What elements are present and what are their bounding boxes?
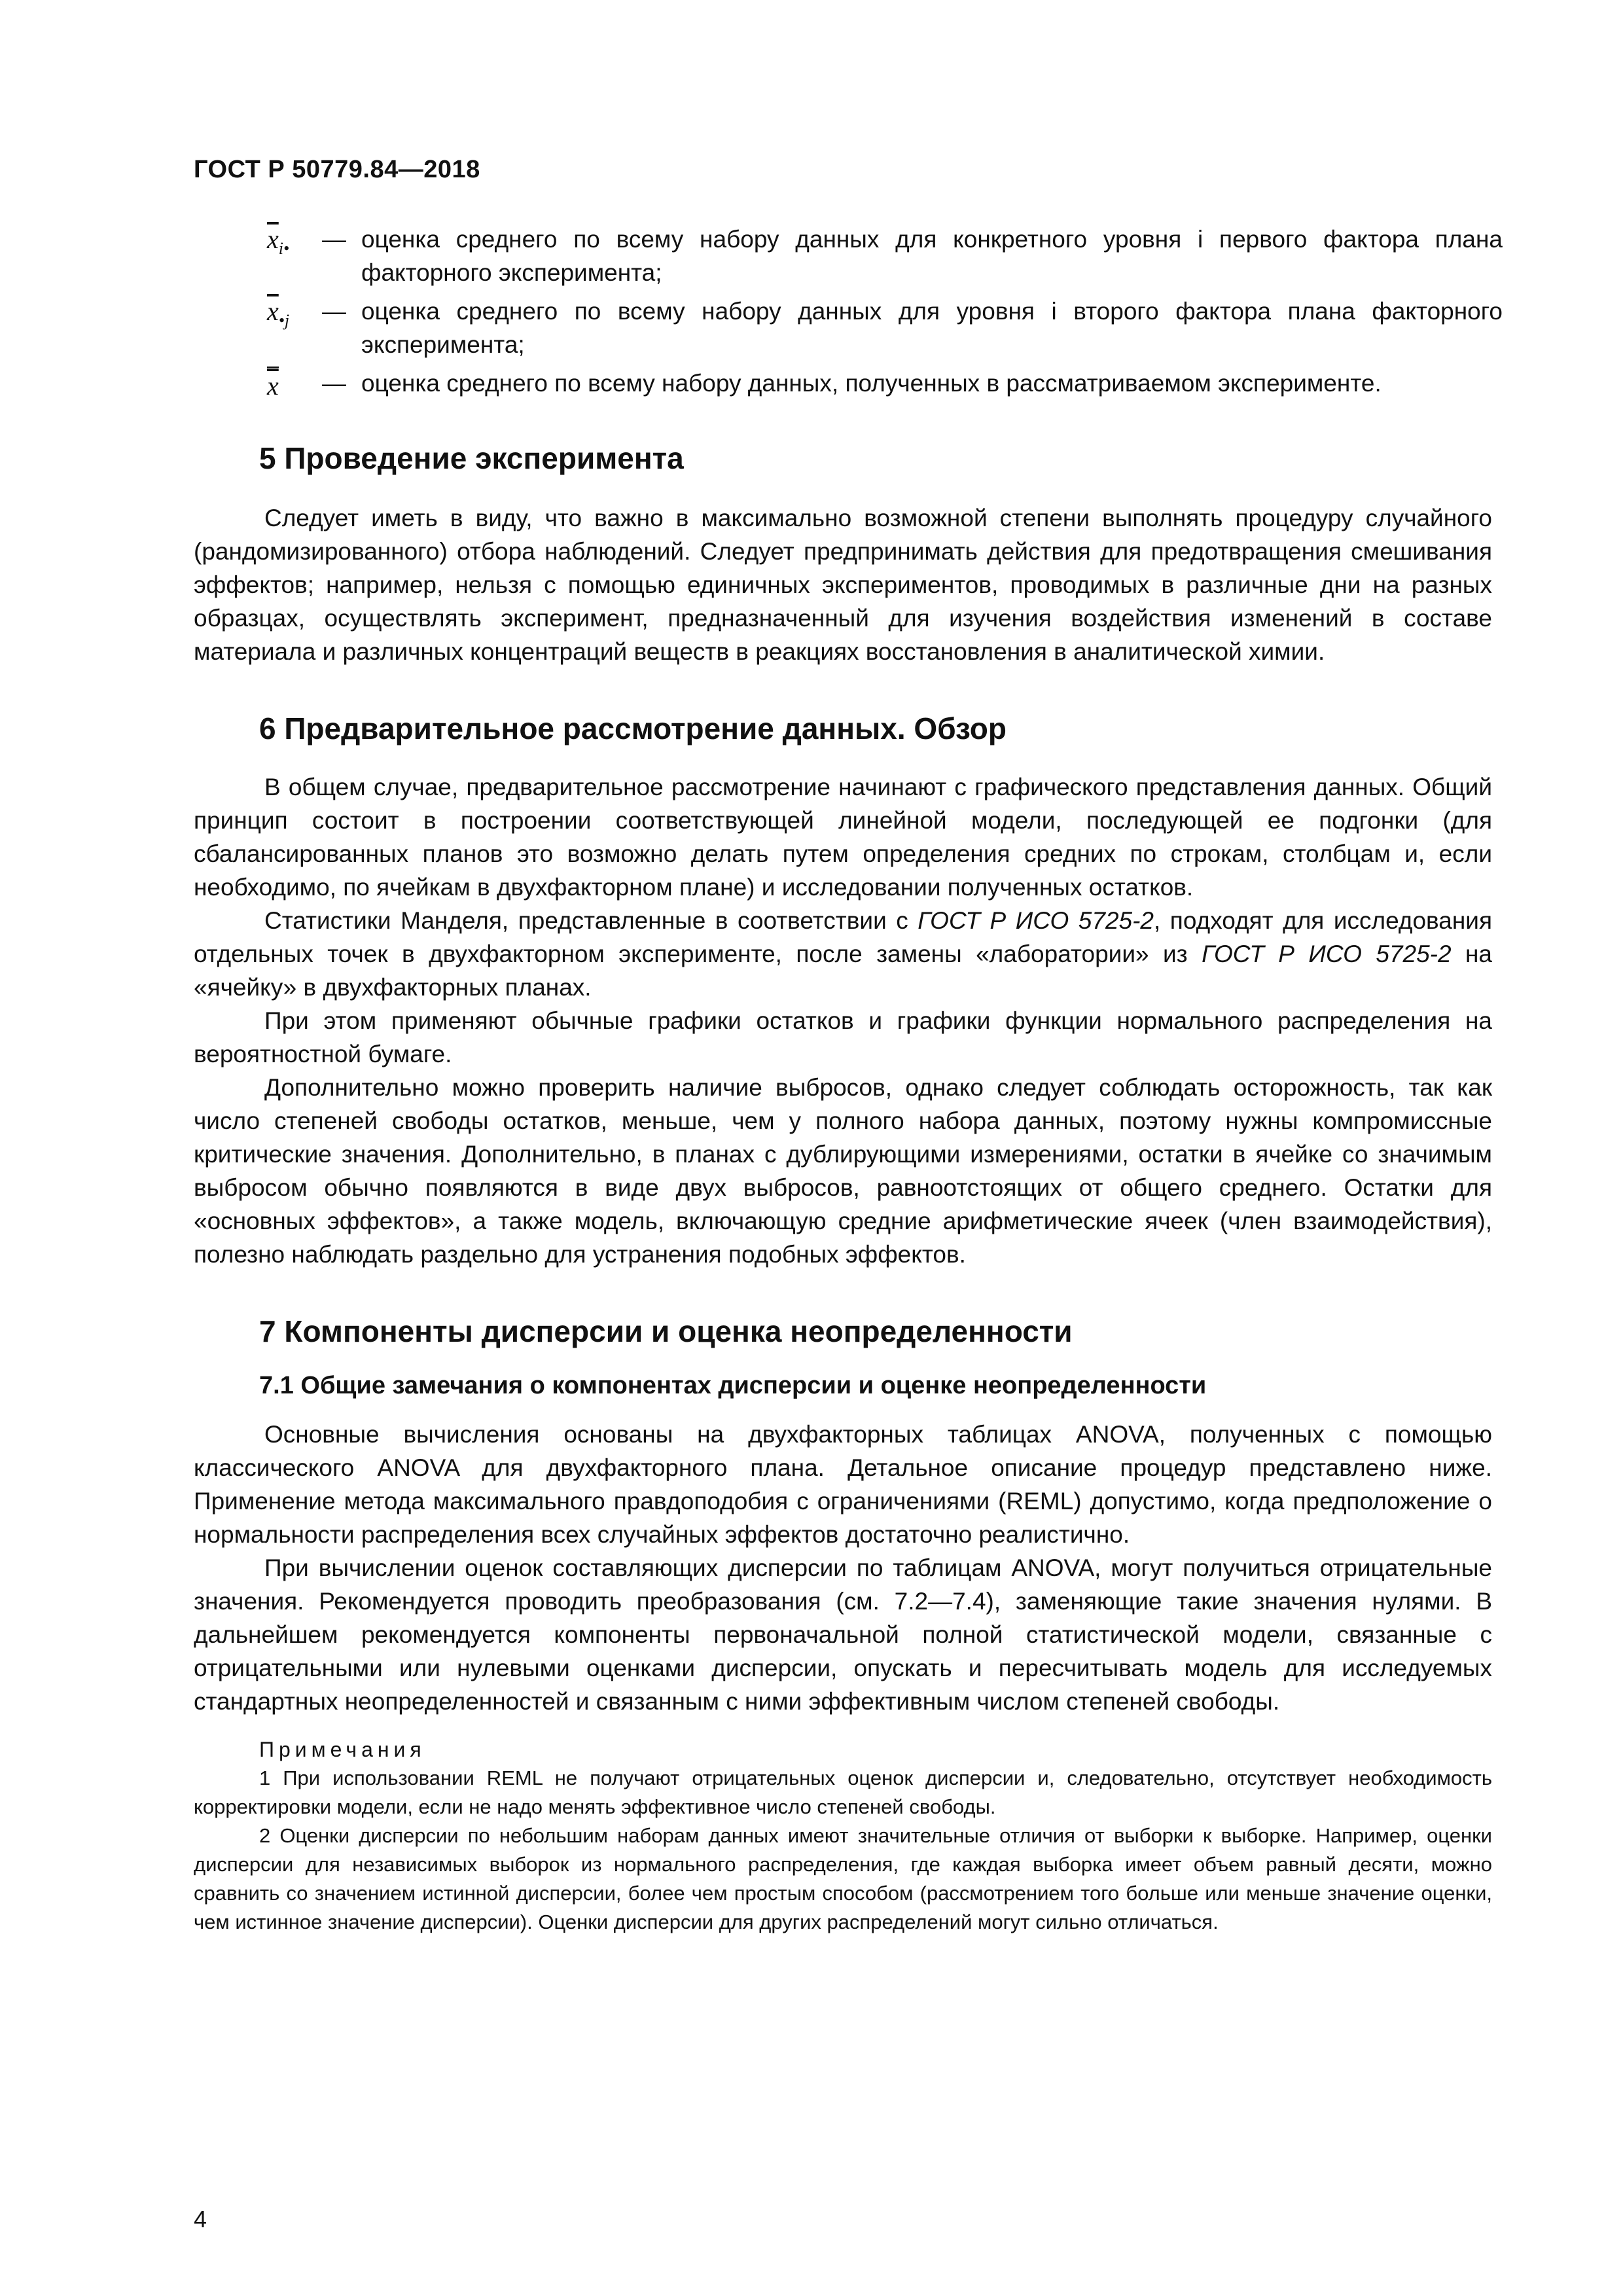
- section-7-heading: 7 Компоненты дисперсии и оценка неопределенности: [259, 1314, 1073, 1348]
- definition-item: $\overline{x}_{•j}$ — оценка среднего по всему набору данных для уровня i второго фактора плана факторного эксперимента;: [194, 295, 1503, 361]
- symbol-definitions: [194, 223, 1503, 405]
- symbol-x-i-dot: $\overline{x}_{i•}$: [267, 224, 290, 258]
- section-5-paragraph: Следует иметь в виду, что важно в максимально возможной степени выполнять процедуру случайного (рандомизированного) отбора наблюдений. Следует предпринимать действия для предотвращения смешивания эффектов; например, нельзя с помощью единичных экспериментов, проводимых в различные дни на разных образцах, осуществлять эксперимент, предназначенный для изучения воздействия изменений в составе материала и различных концентраций веществ в реакциях восстановления в аналитической химии.: [194, 505, 1492, 665]
- page-number: 4: [194, 2206, 207, 2233]
- note-2: 2 Оценки дисперсии по небольшим наборам данных имеют значительные отличия от выборки к выборке. Например, оценки дисперсии для независимых выборок из нормального распределения, где каждая выборка имеет объем равный десяти, можно сравнить со значением истинной дисперсии, более чем простым способом (рассмотрением того больше или меньше значение оценки, чем истинное значение дисперсии). Оценки дисперсии для других распределений могут сильно отличаться.: [194, 1824, 1492, 1933]
- definition-item: $\overline{x}$ — оценка среднего по всему набору данных, полученных в рассматриваемом эксперименте.: [194, 367, 1503, 400]
- notes-heading: Примечания: [259, 1738, 426, 1761]
- subsection-7-1-heading: 7.1 Общие замечания о компонентах дисперсии и оценке неопределенности: [259, 1372, 1207, 1399]
- section-7-paragraph-1: Основные вычисления основаны на двухфакторных таблицах ANOVA, полученных с помощью классического ANOVA для двухфакторного плана. Детальное описание процедур представлено ниже. Применение метода максимального правдоподобия с ограничениями (REML) допустимо, когда предположение о нормальности распределения всех случайных эффектов достаточно реалистично.: [194, 1421, 1492, 1548]
- section-6-paragraph-4: Дополнительно можно проверить наличие выбросов, однако следует соблюдать осторожность, так как число степеней свободы остатков, меньше, чем у полного набора данных, поэтому нужны компромиссные критические значения. Дополнительно, в планах с дублирующими измерениями, остатки в ячейке со значимым выбросом обычно появляются в виде двух выбросов, равноотстоящих от общего среднего. Остатки для «основных эффектов», а также модель, включающую средние арифметические ячеек (член взаимодействия), полезно наблюдать раздельно для устранения подобных эффектов.: [194, 1074, 1492, 1268]
- section-6-paragraph-2: Статистики Манделя, представленные в соответствии с ГОСТ Р ИСО 5725-2, подходят для исследования отдельных точек в двухфакторном эксперименте, после замены «лаборатории» из ГОСТ Р ИСО 5725-2 на «ячейку» в двухфакторных планах.: [194, 907, 1492, 1001]
- section-6-paragraph-1: В общем случае, предварительное рассмотрение начинают с графического представления данных. Общий принцип состоит в построении соответствующей линейной модели, последующей ее подгонки (для сбалансированных планов это возможно делать путем определения средних по строкам, столбцам и, если необходимо, по ячейкам в двухфакторном плане) и исследовании полученных остатков.: [194, 774, 1492, 901]
- document-body: [194, 432, 1492, 1937]
- document-header: ГОСТ Р 50779.84—2018: [194, 156, 480, 183]
- symbol-x-double-bar: $\overline{x}$: [267, 367, 319, 412]
- symbol-x-dot-j: $\overline{x}_{•j}$: [267, 296, 290, 330]
- note-1: 1 При использовании REML не получают отрицательных оценок дисперсии и, следовательно, отсутствует необходимость корректировки модели, если не надо менять эффективное число степеней свободы.: [194, 1767, 1492, 1818]
- section-6-paragraph-3: При этом применяют обычные графики остатков и графики функции нормального распределения на вероятностной бумаге.: [194, 1007, 1492, 1067]
- definition-text: оценка среднего по всему набору данных, полученных в рассматриваемом эксперименте.: [361, 370, 1382, 397]
- standard-reference: ГОСТ Р ИСО 5725-2: [1202, 941, 1452, 967]
- definition-item: $\overline{x}_{i•}$ — оценка среднего по всему набору данных для конкретного уровня i первого фактора плана факторного эксперимента;: [194, 223, 1503, 289]
- definition-text: оценка среднего по всему набору данных для уровня i второго фактора плана факторного эксперимента;: [361, 298, 1503, 358]
- section-7-paragraph-2: При вычислении оценок составляющих дисперсии по таблицам ANOVA, могут получиться отрицательные значения. Рекомендуется проводить преобразования (см. 7.2—7.4), заменяющие такие значения нулями. В дальнейшем рекомендуется компоненты первоначальной полной статистической модели, связанные с отрицательными или нулевыми оценками дисперсии, опускать и пересчитывать модель для исследуемых стандартных неопределенностей и связанным с ними эффективным числом степеней свободы.: [194, 1554, 1492, 1715]
- section-6-heading: 6 Предварительное рассмотрение данных. Обзор: [259, 711, 1007, 745]
- standard-reference: ГОСТ Р ИСО 5725-2: [918, 907, 1154, 934]
- definition-text: оценка среднего по всему набору данных для конкретного уровня i первого фактора плана факторного эксперимента;: [361, 226, 1503, 286]
- section-5-heading: 5 Проведение эксперимента: [259, 441, 684, 475]
